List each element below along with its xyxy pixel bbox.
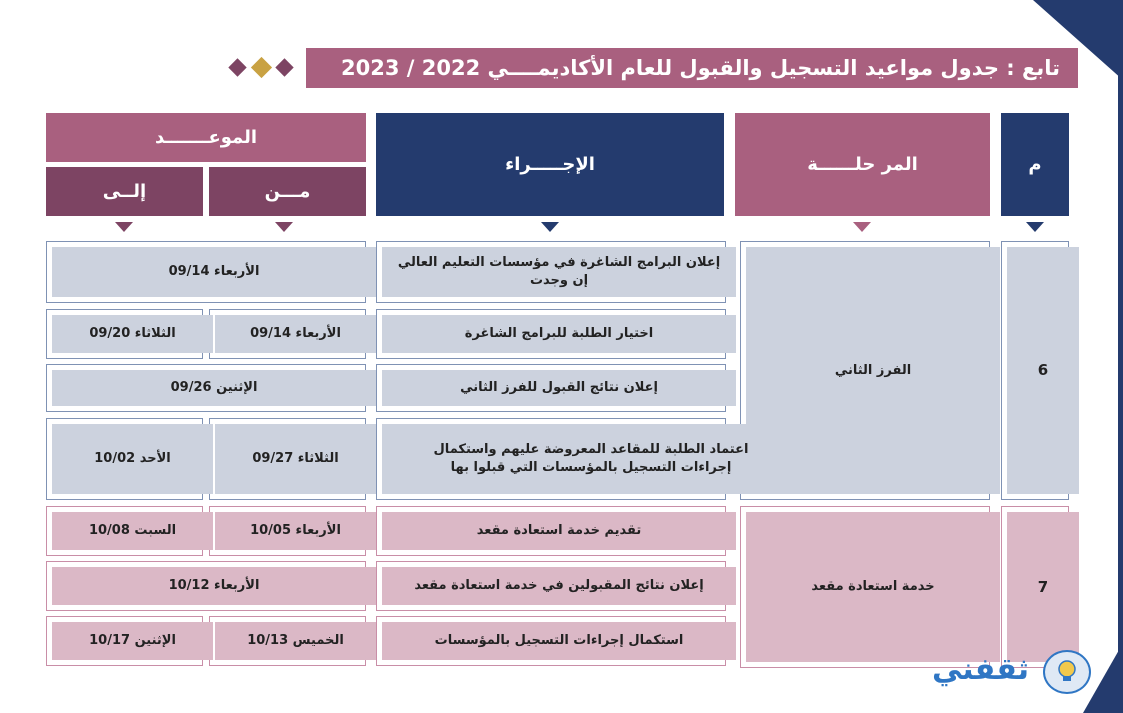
arrow-down-icon bbox=[1026, 222, 1044, 232]
action-text: إعلان نتائج القبول للفرز الثاني bbox=[382, 370, 736, 406]
date-to-cell bbox=[46, 616, 203, 666]
action-text: اعتماد الطلبة للمقاعد المعروضة عليهم واستكمال إجراءات التسجيل بالمؤسسات التي قبلوا بها bbox=[382, 424, 800, 494]
date-text: الأربعاء 10/12 bbox=[52, 567, 376, 605]
header-from: مـــن bbox=[209, 167, 366, 216]
date-from: الأربعاء 09/14 bbox=[215, 315, 376, 353]
action-text: إعلان نتائج المقبولين في خدمة استعادة مقعد bbox=[382, 567, 736, 605]
date-text: الإثنين 09/26 bbox=[52, 370, 376, 406]
date-to: الثلاثاء 09/20 bbox=[52, 315, 213, 353]
date-cell bbox=[46, 364, 366, 412]
date-from: الخميس 10/13 bbox=[215, 622, 376, 660]
date-to: السبت 10/08 bbox=[52, 512, 213, 550]
arrow-down-icon bbox=[541, 222, 559, 232]
table-row bbox=[376, 418, 749, 500]
lightbulb-icon-graphic bbox=[1045, 652, 1089, 692]
action-text: استكمال إجراءات التسجيل بالمؤسسات bbox=[382, 622, 736, 660]
table-row bbox=[376, 309, 726, 359]
table-row bbox=[376, 364, 726, 412]
date-text: الأربعاء 09/14 bbox=[52, 247, 376, 297]
stage-name-cell bbox=[740, 506, 990, 668]
diamond-icon bbox=[275, 58, 293, 76]
header-action: الإجـــــراء bbox=[376, 113, 724, 216]
date-from: الثلاثاء 09/27 bbox=[215, 424, 376, 494]
action-text: اختيار الطلبة للبرامج الشاغرة bbox=[382, 315, 736, 353]
date-from: الأربعاء 10/05 bbox=[215, 512, 376, 550]
date-cell bbox=[46, 561, 366, 611]
header-stage: المر حلــــــة bbox=[735, 113, 990, 216]
date-to: الأحد 10/02 bbox=[52, 424, 213, 494]
date-from-cell bbox=[209, 506, 366, 556]
action-text: تقديم خدمة استعادة مقعد bbox=[382, 512, 736, 550]
arrow-down-icon bbox=[115, 222, 133, 232]
watermark-logo: ثقفني bbox=[931, 652, 1029, 687]
page-title: تابع : جدول مواعيد التسجيل والقبول للعام الأكاديمــــي 2022 / 2023 bbox=[306, 48, 1078, 88]
table-row bbox=[376, 241, 726, 303]
date-to-cell bbox=[46, 309, 203, 359]
date-from-cell bbox=[209, 616, 366, 666]
date-from-cell bbox=[209, 418, 366, 500]
arrow-down-icon bbox=[853, 222, 871, 232]
stage-number-cell bbox=[1001, 241, 1069, 500]
stage-number: 6 bbox=[1007, 247, 1079, 494]
header-to: إلــى bbox=[46, 167, 203, 216]
diamond-icon bbox=[228, 58, 246, 76]
header-date: الموعـــــــد bbox=[46, 113, 366, 162]
stage-name: الفرز الثاني bbox=[746, 247, 1000, 494]
header-num: م bbox=[1001, 113, 1069, 216]
table-row bbox=[376, 616, 726, 666]
date-to: الإثنين 10/17 bbox=[52, 622, 213, 660]
date-to-cell bbox=[46, 418, 203, 500]
table-row bbox=[376, 506, 726, 556]
date-cell bbox=[46, 241, 366, 303]
stage-name: خدمة استعادة مقعد bbox=[746, 512, 1000, 662]
diamond-icon bbox=[251, 57, 272, 78]
action-text: إعلان البرامج الشاغرة في مؤسسات التعليم العالي إن وجدت bbox=[382, 247, 736, 297]
date-to-cell bbox=[46, 506, 203, 556]
stage-number: 7 bbox=[1007, 512, 1079, 662]
date-from-cell bbox=[209, 309, 366, 359]
lightbulb-icon bbox=[1043, 650, 1091, 694]
table-row bbox=[376, 561, 726, 611]
arrow-down-icon bbox=[275, 222, 293, 232]
right-edge-stripe bbox=[1118, 0, 1123, 713]
stage-number-cell bbox=[1001, 506, 1069, 668]
